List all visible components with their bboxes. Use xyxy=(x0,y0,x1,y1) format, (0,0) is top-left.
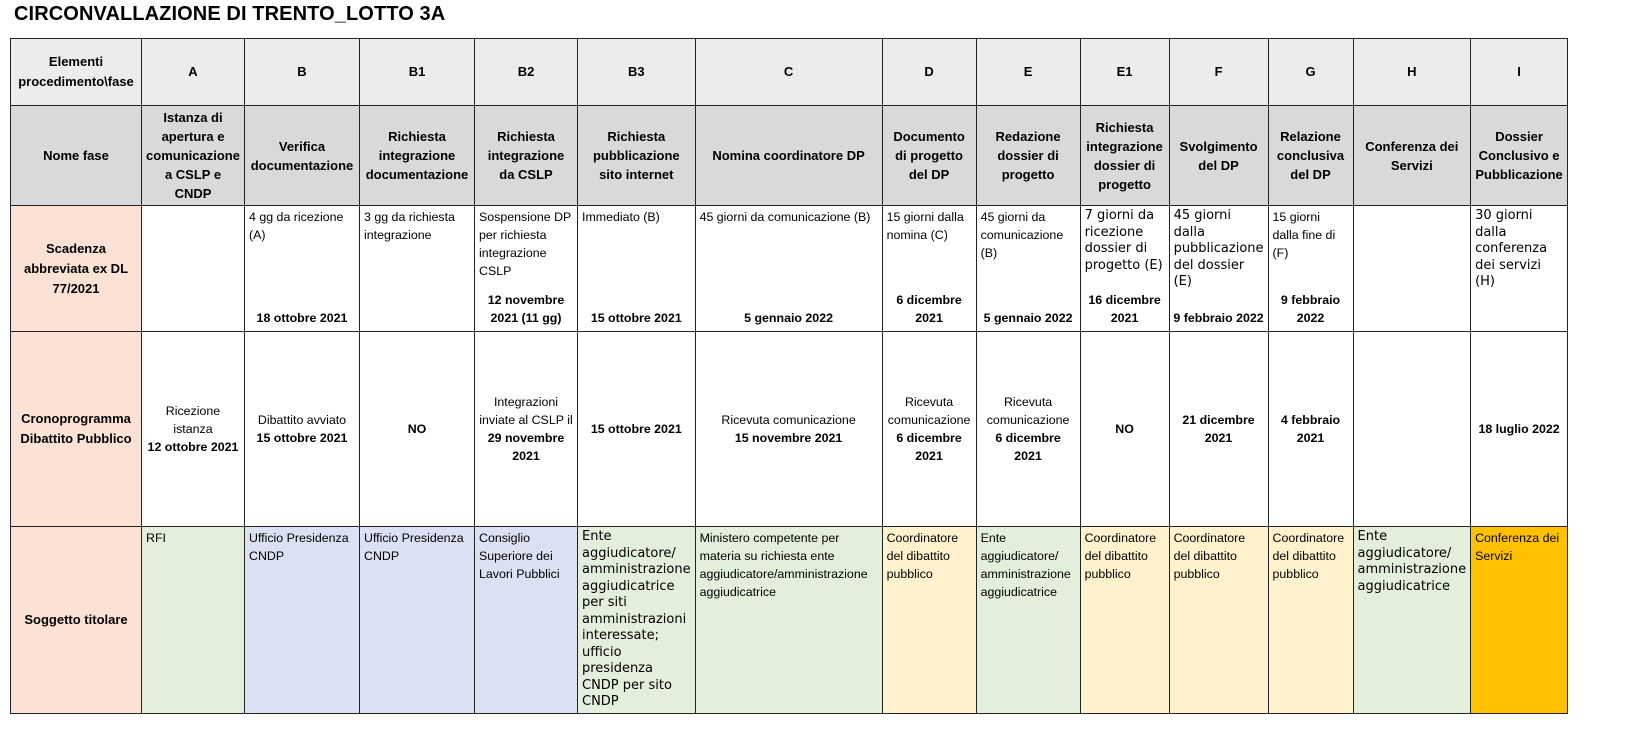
phase-name-g: Relazione conclusiva del DP xyxy=(1268,106,1353,206)
row-header-soggetto: Soggetto titolare xyxy=(11,527,142,714)
scadenza-cell-g xyxy=(1268,206,1353,332)
soggetto-text-e: Ente aggiudicatore/ amministrazione aggiudicatrice xyxy=(980,531,1071,599)
phase-letter-f: F xyxy=(1169,39,1268,106)
scadenza-cell-b1 xyxy=(360,206,475,332)
scadenza-cell-f xyxy=(1169,206,1268,332)
soggetto-cell-f xyxy=(1169,527,1268,714)
crono-text-c: Ricevuta comunicazione xyxy=(721,413,856,427)
phase-letter-b1: B1 xyxy=(360,39,475,106)
scadenza-desc-e: 45 giorni da comunicazione (B) xyxy=(980,210,1064,260)
soggetto-text-b: Ufficio Presidenza CNDP xyxy=(249,531,349,563)
row-header-cronoprogramma: Cronoprogramma Dibattito Pubblico xyxy=(11,332,142,527)
crono-date-b1: NO xyxy=(407,422,427,436)
soggetto-cell-c xyxy=(695,527,882,714)
crono-date-b2: 29 novembre 2021 xyxy=(487,431,565,463)
scadenza-cell-a xyxy=(142,206,245,332)
scadenza-desc-c: 45 giorni da comunicazione (B) xyxy=(699,210,871,224)
crono-cell-c xyxy=(695,332,882,527)
phase-letter-c: C xyxy=(695,39,882,106)
crono-cell-b3 xyxy=(578,332,696,527)
crono-cell-h xyxy=(1353,332,1471,527)
phase-letter-a: A xyxy=(142,39,245,106)
scadenza-date-d: 6 dicembre 2021 xyxy=(896,293,962,325)
row-phase-letters xyxy=(11,39,1568,106)
crono-date-f: 21 dicembre 2021 xyxy=(1182,413,1255,445)
scadenza-desc-b: 4 gg da ricezione (A) xyxy=(249,210,344,242)
scadenza-date-e1: 16 dicembre 2021 xyxy=(1088,293,1161,325)
phase-name-e: Redazione dossier di progetto xyxy=(976,106,1080,206)
soggetto-text-c: Ministero competente per materia su richiesta ente aggiudicatore/amministrazione aggiudicatrice xyxy=(699,531,868,599)
phase-name-b1: Richiesta integrazione documentazione xyxy=(360,106,475,206)
scadenza-desc-b3: Immediato (B) xyxy=(582,210,660,224)
crono-cell-b1 xyxy=(360,332,475,527)
row-cronoprogramma xyxy=(11,332,1568,527)
phase-letter-b: B xyxy=(245,39,360,106)
scadenza-cell-b2 xyxy=(475,206,578,332)
scadenza-desc-f: 45 giorni dalla pubblicazione del dossier (E) xyxy=(1173,208,1264,289)
soggetto-text-b3: Ente aggiudicatore/ amministrazione aggiudicatrice per siti amministrazioni interessate; ufficio presidenza CNDP per sito CNDP xyxy=(582,529,691,709)
phase-letter-d: D xyxy=(882,39,976,106)
crono-text-d: Ricevuta comunicazione xyxy=(887,395,971,427)
row-soggetto xyxy=(11,527,1568,714)
row-scadenza xyxy=(11,206,1568,332)
soggetto-text-f: Coordinatore del dibattito pubblico xyxy=(1173,531,1246,581)
soggetto-cell-b1 xyxy=(360,527,475,714)
soggetto-cell-e1 xyxy=(1080,527,1169,714)
crono-text-b2: Integrazioni inviate al CSLP il xyxy=(479,395,573,427)
scadenza-date-g: 9 febbraio 2022 xyxy=(1280,293,1341,325)
soggetto-text-i: Conferenza dei Servizi xyxy=(1475,531,1560,563)
document-title: CIRCONVALLAZIONE DI TRENTO_LOTTO 3A xyxy=(14,3,446,25)
soggetto-cell-a xyxy=(142,527,245,714)
crono-text-a: Ricezione istanza xyxy=(165,404,221,436)
scadenza-desc-i: 30 giorni dalla conferenza dei servizi (H) xyxy=(1475,208,1548,289)
soggetto-cell-b2 xyxy=(475,527,578,714)
crono-date-i: 18 luglio 2022 xyxy=(1478,422,1560,436)
phase-name-a: Istanza di apertura e comunicazione a CSLP e CNDP xyxy=(142,106,245,206)
scadenza-desc-b1: 3 gg da richiesta integrazione xyxy=(364,210,455,242)
soggetto-cell-b xyxy=(245,527,360,714)
soggetto-text-h: Ente aggiudicatore/ amministrazione aggiudicatrice xyxy=(1357,529,1467,594)
soggetto-text-d: Coordinatore del dibattito pubblico xyxy=(886,531,959,581)
soggetto-text-a: RFI xyxy=(146,531,166,545)
scadenza-date-e: 5 gennaio 2022 xyxy=(983,311,1073,325)
soggetto-cell-h xyxy=(1353,527,1471,714)
phase-letter-i: I xyxy=(1471,39,1568,106)
soggetto-cell-e xyxy=(976,527,1080,714)
soggetto-text-g: Coordinatore del dibattito pubblico xyxy=(1272,531,1345,581)
crono-cell-a xyxy=(142,332,245,527)
scadenza-date-b: 18 ottobre 2021 xyxy=(256,311,348,325)
crono-cell-g xyxy=(1268,332,1353,527)
phase-name-d: Documento di progetto del DP xyxy=(882,106,976,206)
phase-letter-h: H xyxy=(1353,39,1471,106)
scadenza-cell-b xyxy=(245,206,360,332)
phase-letter-e1: E1 xyxy=(1080,39,1169,106)
soggetto-cell-b3 xyxy=(578,527,696,714)
phase-name-h: Conferenza dei Servizi xyxy=(1353,106,1471,206)
soggetto-cell-i xyxy=(1471,527,1568,714)
scadenza-date-b2: 12 novembre 2021 (11 gg) xyxy=(487,293,565,325)
scadenza-date-c: 5 gennaio 2022 xyxy=(744,311,833,325)
crono-date-b3: 15 ottobre 2021 xyxy=(590,422,682,436)
soggetto-cell-d xyxy=(882,527,976,714)
phase-name-f: Svolgimento del DP xyxy=(1169,106,1268,206)
crono-date-c: 15 novembre 2021 xyxy=(734,431,843,445)
scadenza-desc-e1: 7 giorni da ricezione dossier di progetto (E) xyxy=(1084,208,1163,273)
scadenza-date-b3: 15 ottobre 2021 xyxy=(590,311,682,325)
phase-name-b2: Richiesta integrazione da CSLP xyxy=(475,106,578,206)
row-header-scadenza: Scadenza abbreviata ex DL 77/2021 xyxy=(11,206,142,332)
phase-name-b3: Richiesta pubblicazione sito internet xyxy=(578,106,696,206)
soggetto-text-b2: Consiglio Superiore dei Lavori Pubblici xyxy=(479,531,560,581)
crono-date-b: 15 ottobre 2021 xyxy=(256,431,348,445)
scadenza-cell-i xyxy=(1471,206,1568,332)
phase-letter-b3: B3 xyxy=(578,39,696,106)
scadenza-desc-g: 15 giorni dalla fine di (F) xyxy=(1272,210,1336,260)
phase-name-e1: Richiesta integrazione dossier di progetto xyxy=(1080,106,1169,206)
phase-letter-e: E xyxy=(976,39,1080,106)
crono-date-a: 12 ottobre 2021 xyxy=(147,440,239,454)
row-phase-names xyxy=(11,106,1568,206)
crono-date-e1: NO xyxy=(1115,422,1134,436)
soggetto-cell-g xyxy=(1268,527,1353,714)
scadenza-desc-b2: Sospensione DP per richiesta integrazione CSLP xyxy=(479,210,572,278)
scadenza-cell-c xyxy=(695,206,882,332)
scadenza-date-f: 9 febbraio 2022 xyxy=(1173,311,1264,325)
crono-date-g: 4 febbraio 2021 xyxy=(1280,413,1341,445)
scadenza-cell-e1 xyxy=(1080,206,1169,332)
crono-date-d: 6 dicembre 2021 xyxy=(896,431,962,463)
scadenza-cell-e xyxy=(976,206,1080,332)
phase-name-i: Dossier Conclusivo e Pubblicazione xyxy=(1471,106,1568,206)
row-header-elementi: Elementi procedimento\fase xyxy=(11,39,142,106)
crono-cell-d xyxy=(882,332,976,527)
procedure-table xyxy=(10,38,1568,714)
soggetto-text-b1: Ufficio Presidenza CNDP xyxy=(364,531,464,563)
phase-letter-b2: B2 xyxy=(475,39,578,106)
crono-text-e: Ricevuta comunicazione xyxy=(986,395,1070,427)
crono-cell-e xyxy=(976,332,1080,527)
phase-name-c: Nomina coordinatore DP xyxy=(695,106,882,206)
phase-name-b: Verifica documentazione xyxy=(245,106,360,206)
scadenza-cell-h xyxy=(1353,206,1471,332)
scadenza-cell-b3 xyxy=(578,206,696,332)
crono-cell-e1 xyxy=(1080,332,1169,527)
scadenza-desc-d: 15 giorni dalla nomina (C) xyxy=(886,210,964,242)
row-header-nome-fase: Nome fase xyxy=(11,106,142,206)
soggetto-text-e1: Coordinatore del dibattito pubblico xyxy=(1084,531,1157,581)
crono-cell-b xyxy=(245,332,360,527)
crono-cell-f xyxy=(1169,332,1268,527)
scadenza-cell-d xyxy=(882,206,976,332)
phase-letter-g: G xyxy=(1268,39,1353,106)
crono-date-e: 6 dicembre 2021 xyxy=(995,431,1061,463)
crono-cell-i xyxy=(1471,332,1568,527)
crono-text-b: Dibattito avviato xyxy=(257,413,347,427)
crono-cell-b2 xyxy=(475,332,578,527)
